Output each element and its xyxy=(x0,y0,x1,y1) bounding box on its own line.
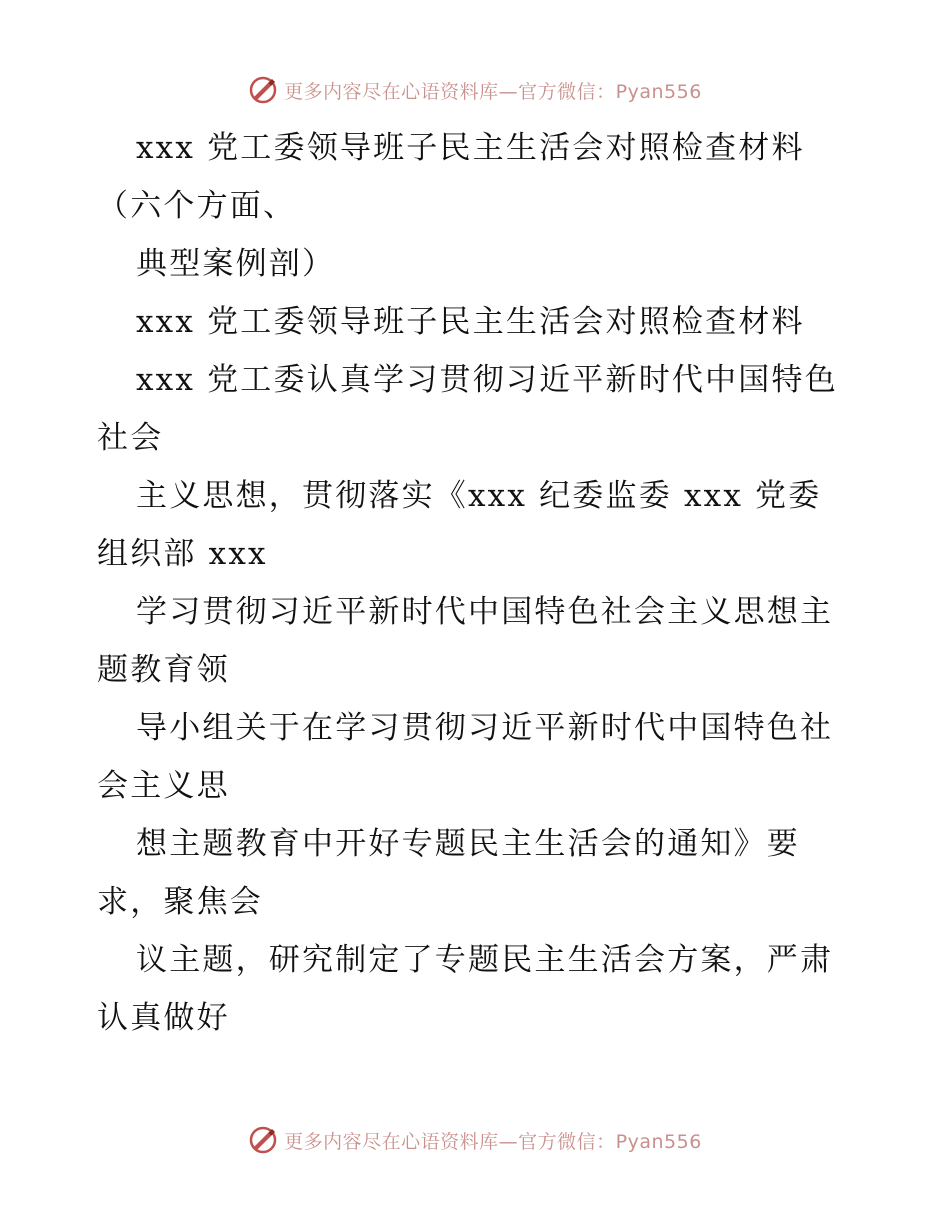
pen-logo-icon xyxy=(248,1125,278,1155)
doc-line: （六个方面、 xyxy=(97,188,297,224)
doc-line: 求，聚焦会 xyxy=(97,884,263,920)
doc-line: xxx 党工委认真学习贯彻习近平新时代中国特色 xyxy=(136,362,838,398)
header-watermark-text: 更多内容尽在心语资料库—官方微信：Pyan556 xyxy=(284,80,702,103)
doc-line: 主义思想，贯彻落实《xxx 纪委监委 xxx 党委 xyxy=(136,478,822,514)
doc-line: 学习贯彻习近平新时代中国特色社会主义思想主 xyxy=(136,594,834,630)
footer-watermark-text: 更多内容尽在心语资料库—官方微信：Pyan556 xyxy=(284,1130,702,1153)
pen-logo-icon xyxy=(248,75,278,105)
header-watermark xyxy=(0,70,950,110)
doc-line: 会主义思 xyxy=(97,768,230,804)
doc-line: 导小组关于在学习贯彻习近平新时代中国特色社 xyxy=(136,710,834,746)
doc-line: 典型案例剖） xyxy=(136,246,336,282)
doc-line: xxx 党工委领导班子民主生活会对照检查材料 xyxy=(136,304,805,340)
doc-line: 认真做好 xyxy=(97,1000,230,1036)
doc-line: 组织部 xxx xyxy=(97,536,268,572)
doc-line: 社会 xyxy=(97,420,164,456)
footer-watermark xyxy=(0,1120,950,1160)
doc-line: 题教育领 xyxy=(97,652,230,688)
doc-line: 想主题教育中开好专题民主生活会的通知》要 xyxy=(136,826,800,862)
doc-line: xxx 党工委领导班子民主生活会对照检查材料 xyxy=(136,130,805,166)
doc-line: 议主题，研究制定了专题民主生活会方案，严肃 xyxy=(136,942,834,978)
